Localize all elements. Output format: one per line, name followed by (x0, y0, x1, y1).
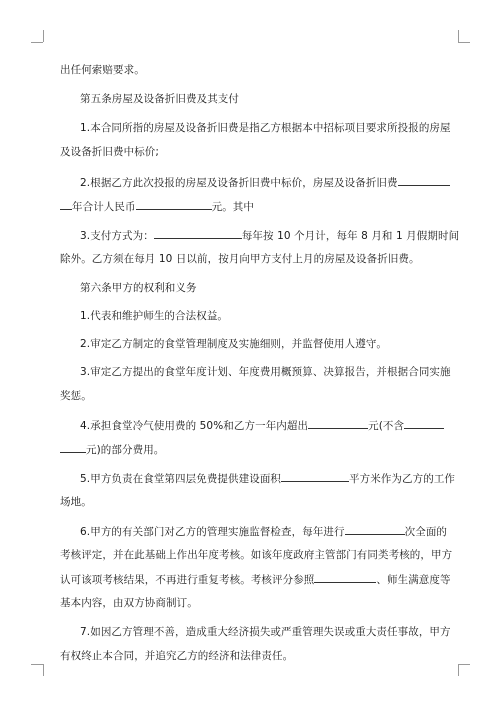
crop-mark-bottom-right-v (458, 664, 459, 676)
fill-in-blank (60, 442, 86, 453)
paragraph-line: 7.如因乙方管理不善，造成重大经济损失或严重管理失误或重大责任事故，甲方 (80, 626, 451, 638)
fill-in-blank (404, 418, 444, 429)
paragraph-line: 1.代表和维护师生的合法权益。 (80, 310, 229, 322)
paragraph-line: 4.承担食堂冷气使用费的 50%和乙方一年内超出 元(不含 (80, 418, 444, 433)
crop-mark-top-left-h (31, 42, 43, 43)
section-heading: 第六条甲方的权利和义务 (80, 282, 197, 294)
fill-in-blank (154, 228, 242, 239)
fill-in-blank (136, 199, 212, 210)
crop-mark-top-right-v (458, 30, 459, 42)
fill-in-blank (60, 199, 72, 210)
paragraph-line: 场地。 (60, 496, 92, 508)
fill-in-blank (398, 175, 450, 186)
crop-mark-top-right-h (458, 42, 470, 43)
crop-mark-bottom-left-v (43, 664, 44, 676)
fill-in-blank (308, 418, 368, 429)
paragraph-line: 2.根据乙方此次投报的房屋及设备折旧费中标价，房屋及设备折旧费 (80, 175, 450, 190)
paragraph-line: 出任何索赔要求。 (60, 64, 145, 76)
fill-in-blank (281, 471, 349, 482)
paragraph-line: 3.审定乙方提出的食堂年度计划、年度费用概预算、决算报告，并根据合同实施 (80, 366, 451, 378)
paragraph-line: 及设备折旧费中标价; (60, 146, 160, 158)
crop-mark-top-left-v (43, 30, 44, 42)
fill-in-blank (314, 572, 376, 583)
paragraph-line: 3.支付方式为： 每年按 10 个月计，每年 8 月和 1 月假期时间 (80, 230, 460, 242)
paragraph-line: 考核评定，并在此基础上作出年度考核。如该年度政府主管部门有同类考核的，甲方 (60, 549, 453, 561)
paragraph-line: 基本内容，由双方协商制订。 (60, 597, 198, 609)
paragraph-line: 1.本合同所指的房屋及设备折旧费是指乙方根据本中招标项目要求所投报的房屋 (80, 122, 451, 134)
paragraph-line: 年合计人民币 元。其中 (60, 199, 254, 214)
paragraph-line: 6.甲方的有关部门对乙方的管理实施监督检查，每年进行 次全面的 (80, 526, 448, 538)
paragraph-line: 有权终止本合同，并追究乙方的经济和法律责任。 (60, 650, 294, 662)
paragraph-line: 认可该项考核结果，不再进行重复考核。考核评分参照 、师生满意度等 (60, 574, 451, 586)
paragraph-line: 奖惩。 (60, 390, 92, 402)
crop-mark-bottom-left-h (31, 664, 43, 665)
paragraph-line: 除外。乙方须在每月 10 日以前，按月向甲方支付上月的房屋及设备折旧费。 (60, 253, 420, 265)
paragraph-line: 5.甲方负责在食堂第四层免费提供建设面积 平方米作为乙方的工作 (80, 473, 456, 485)
paragraph-line: 2.审定乙方制定的食堂管理制度及实施细则，并监督使用人遵守。 (80, 338, 388, 350)
section-heading: 第五条房屋及设备折旧费及其支付 (80, 93, 239, 105)
fill-in-blank (345, 524, 405, 535)
paragraph-line: 元)的部分费用。 (60, 442, 164, 457)
crop-mark-bottom-right-h (458, 664, 470, 665)
